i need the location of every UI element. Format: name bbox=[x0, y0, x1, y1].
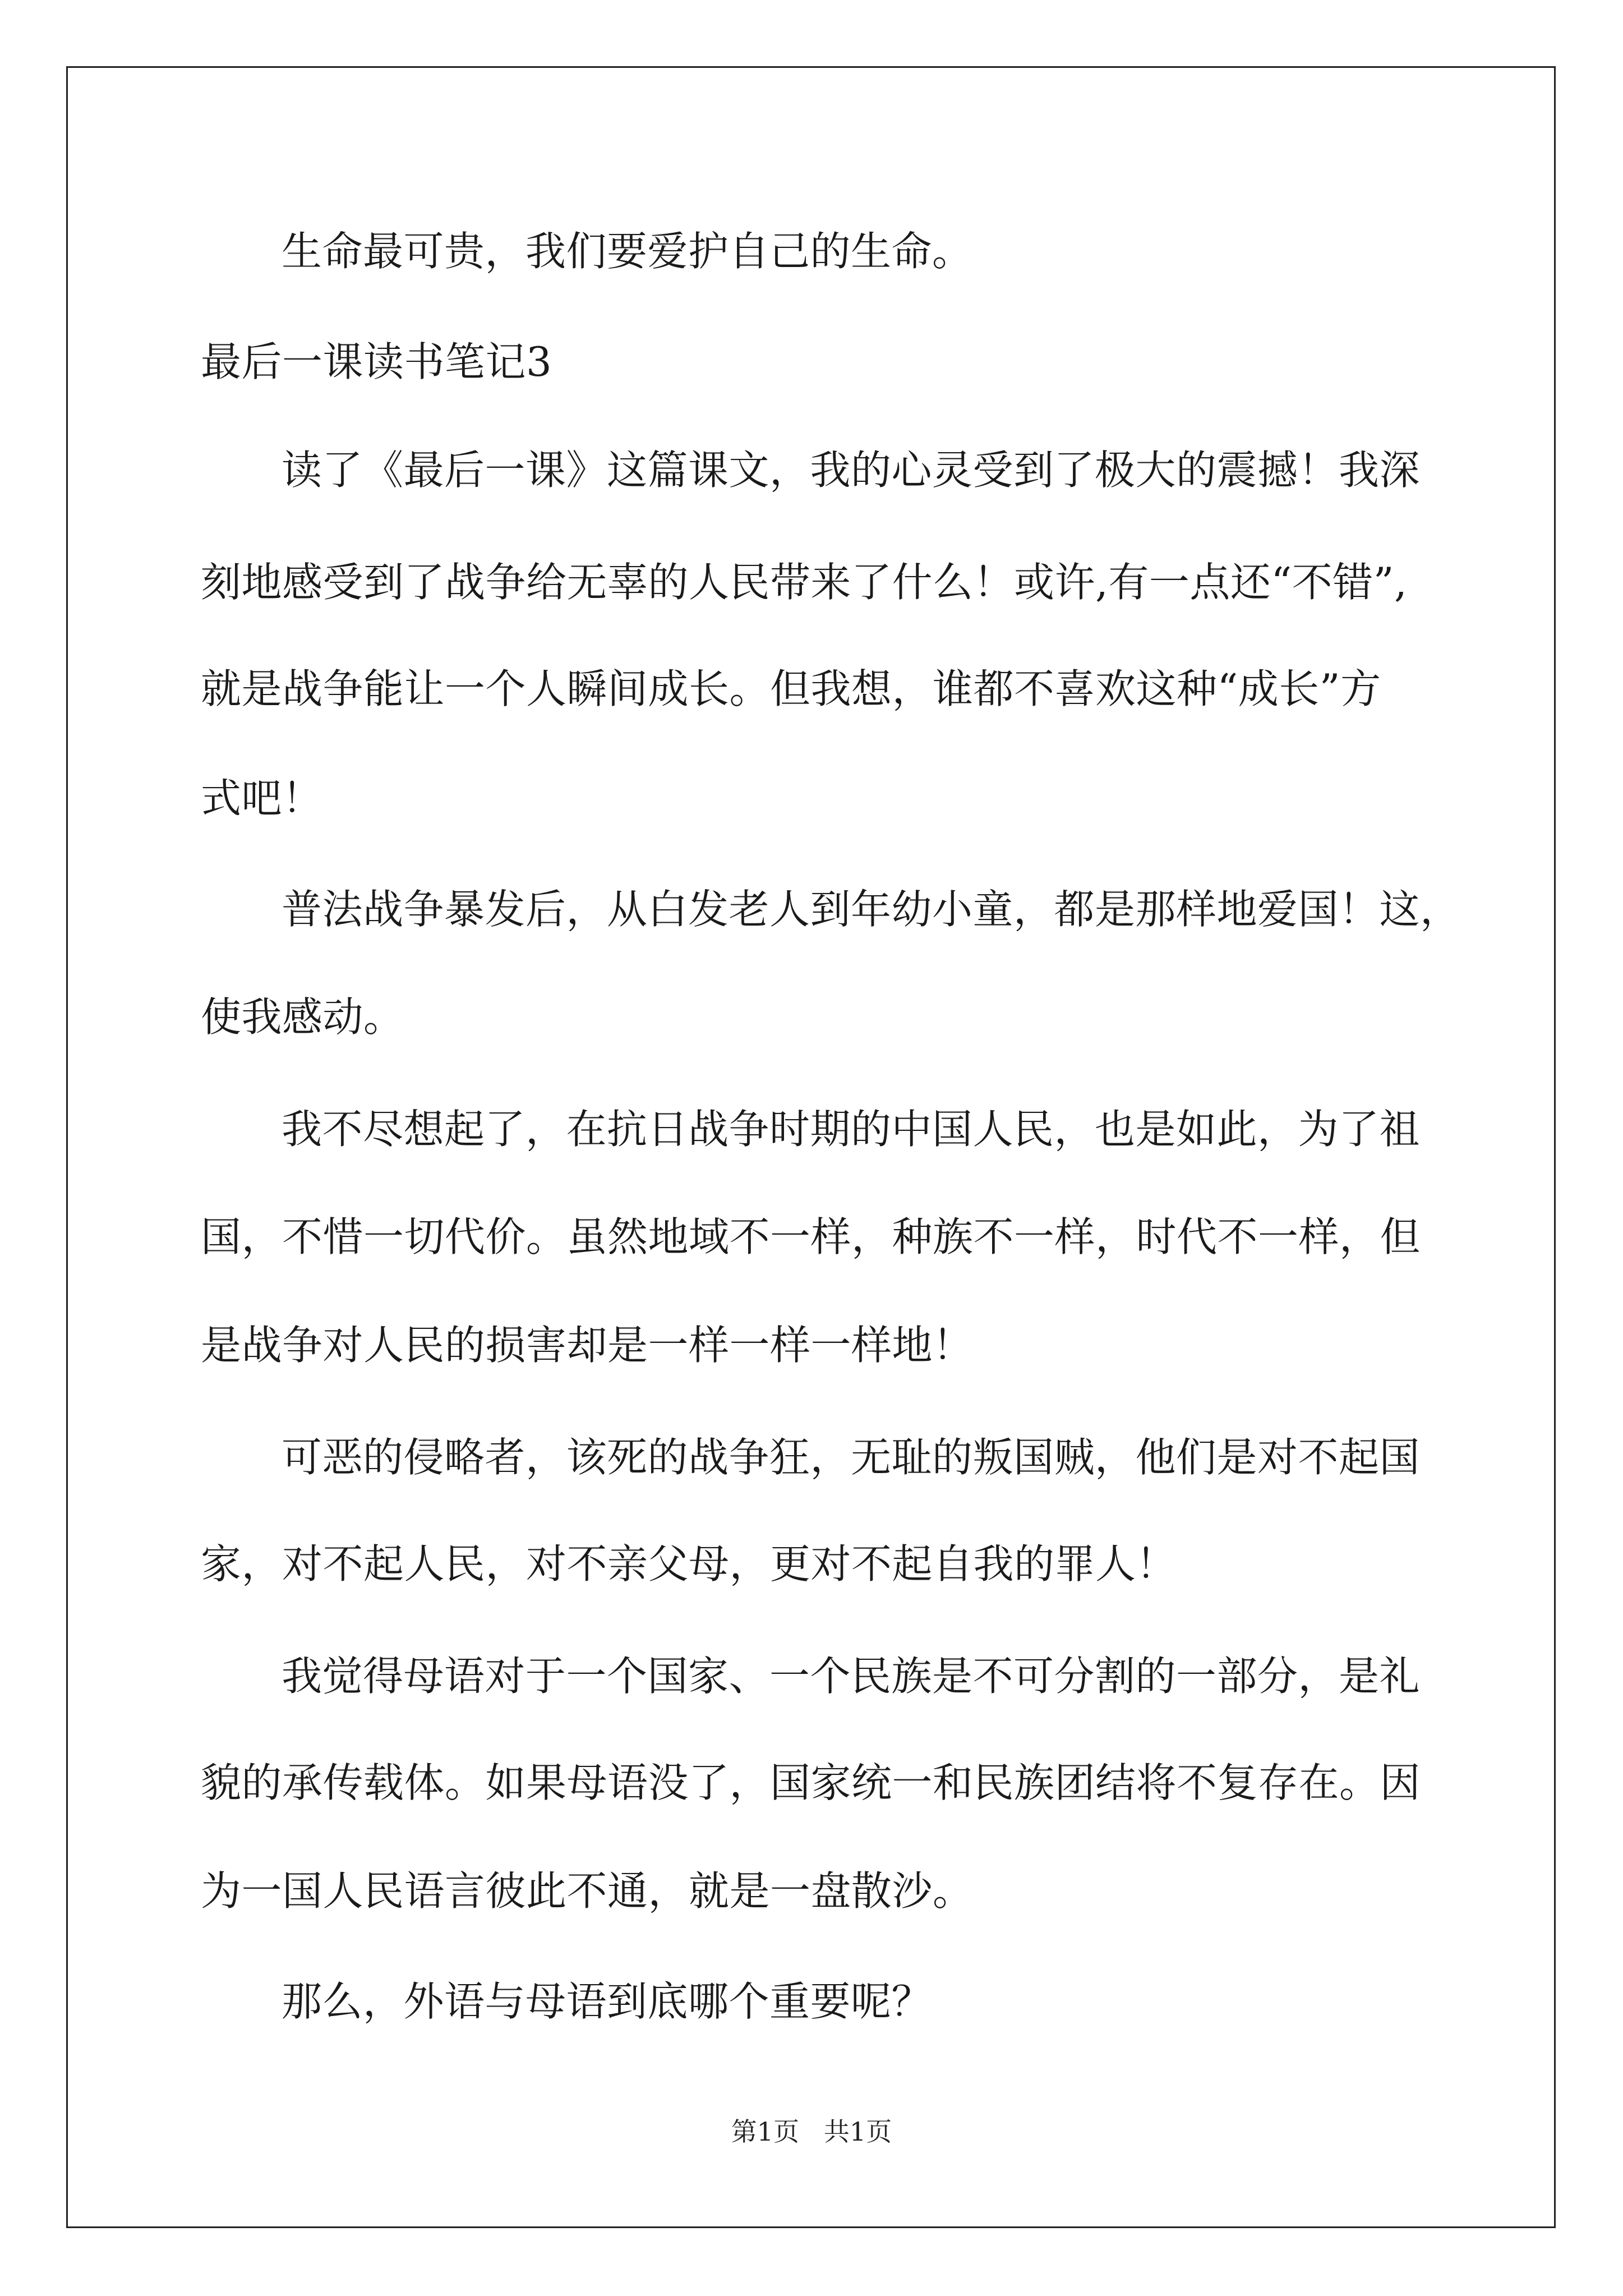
paragraph-line: 可恶的侵略者，该死的战争狂，无耻的叛国贼，他们是对不起国 bbox=[282, 1434, 1421, 1481]
paragraph-line: 是战争对人民的损害却是一样一样一样地！ bbox=[201, 1322, 974, 1369]
paragraph-line: 就是战争能让一个人瞬间成长。但我想，谁都不喜欢这种“成长”方 bbox=[201, 665, 1381, 712]
paragraph-line: 普法战争暴发后，从白发老人到年幼小童，都是那样地爱国！这， bbox=[282, 886, 1461, 933]
paragraph-line: 式吧！ bbox=[201, 775, 323, 822]
paragraph-line: 我不尽想起了，在抗日战争时期的中国人民，也是如此，为了祖 bbox=[282, 1106, 1421, 1153]
paragraph-line: 生命最可贵，我们要爱护自己的生命。 bbox=[282, 228, 973, 275]
paragraph-line: 那么，外语与母语到底哪个重要呢？ bbox=[282, 1978, 933, 2025]
section-heading: 最后一课读书笔记3 bbox=[201, 338, 552, 385]
paragraph-line: 我觉得母语对于一个国家、一个民族是不可分割的一部分，是礼 bbox=[282, 1653, 1421, 1700]
paragraph-line: 家，对不起人民，对不亲父母，更对不起自我的罪人！ bbox=[201, 1540, 1177, 1588]
paragraph-line: 貌的承传载体。如果母语没了，国家统一和民族团结将不复存在。因 bbox=[201, 1759, 1421, 1806]
paragraph-line: 刻地感受到了战争给无辜的人民带来了什么！或许,有一点还“不错”, bbox=[201, 559, 1408, 606]
paragraph-line: 读了《最后一课》这篇课文，我的心灵受到了极大的震撼！我深 bbox=[282, 447, 1421, 494]
paragraph-line: 为一国人民语言彼此不通，就是一盘散沙。 bbox=[201, 1867, 974, 1915]
paragraph-line: 国，不惜一切代价。虽然地域不一样，种族不一样，时代不一样，但 bbox=[201, 1213, 1421, 1260]
paragraph-line: 使我感动。 bbox=[201, 993, 404, 1041]
page-footer: 第1页 共1页 bbox=[731, 2116, 892, 2147]
